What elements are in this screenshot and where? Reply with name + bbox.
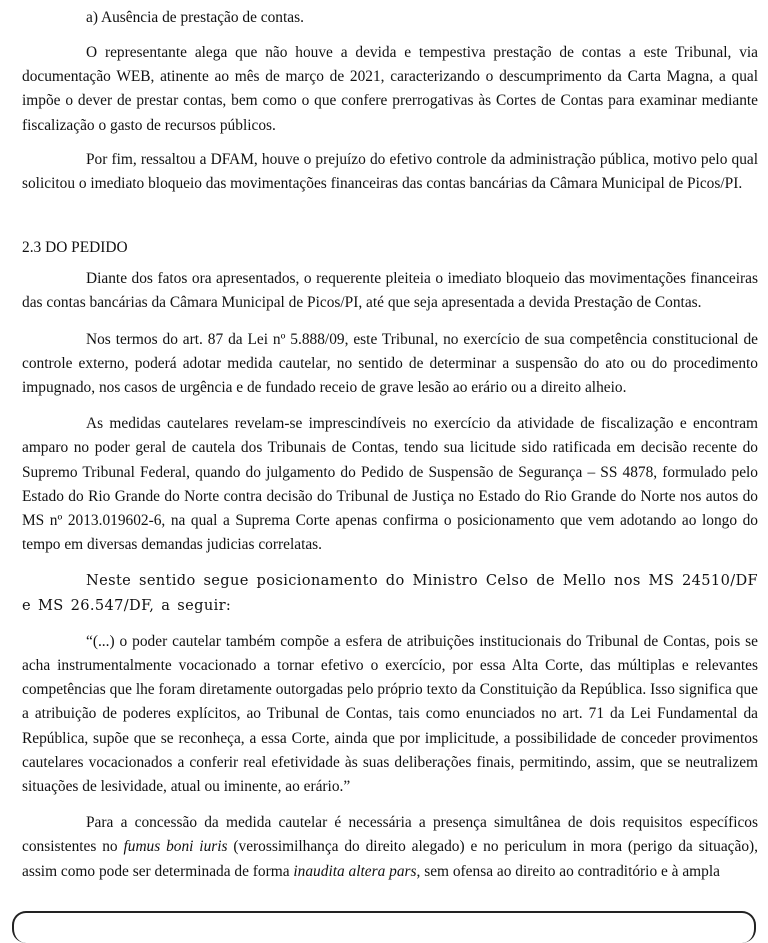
section-title-pedido: 2.3 DO PEDIDO: [22, 239, 128, 257]
paragraph-concessao: [22, 811, 758, 884]
paragraph-celso-de-mello: Neste sentido segue posicionamento do Ministro Celso de Mello nos MS 24510/DF e MS 26.547/DF, a seguir:: [22, 572, 758, 614]
footer-box-border: [12, 911, 756, 943]
inaudita-altera-pars-term: inaudita altera pars: [293, 862, 417, 880]
paragraph-representante: O representante alega que não houve a devida e tempestiva prestação de contas a este Tribunal, via documentação WEB, atinente ao mês de março de 2021, caracterizando o descumprimento da Carta Magna, a qual impõe o dever de prestar contas, bem como o que confere prerrogativas às Cortes de Contas para examinar mediante fiscalização o gasto de recursos públicos.: [22, 44, 758, 134]
paragraph-art-87: Nos termos do art. 87 da Lei nº 5.888/09, este Tribunal, no exercício de sua competência constitucional de controle externo, poderá adotar medida cautelar, no sentido de determinar a suspensão do ato ou do procedimento impugnado, nos casos de urgência e de fundado receio de grave lesão ao erário ou a direito alheio.: [22, 330, 758, 397]
concessao-text-1: Para a concessão da medida cautelar é necessária a presença simultânea de dois requisitos específicos consistentes no: [22, 814, 758, 856]
concessao-text-3: , sem ofensa ao direito ao contraditório e à ampla: [416, 862, 720, 880]
concessao-text-2: (verossimilhança do direito alegado) e no periculum in mora (perigo da situação), assim como pode ser determinada de forma: [22, 838, 758, 880]
quotation-block: “(...) o poder cautelar também compõe a esfera de atribuições institucionais do Tribunal de Contas, pois se acha instrumentalmente vocacionado a tornar efetivo o exercício, por essa Alta Corte, das múltiplas e relevantes competências que lhe foram diretamente outorgadas pelo próprio texto da Constituição da República. Isso significa que a atribuição de poderes explícitos, ao Tribunal de Contas, tais como enunciados no art. 71 da Lei Fundamental da República, supõe que se reconheça, a essa Corte, ainda que por implicitude, a possibilidade de conceder provimentos cautelares vocacionados a conferir real efetividade às suas deliberações finais, permitindo, assim, que se neutralizem situações de lesividade, atual ou iminente, ao erário.”: [22, 632, 758, 796]
paragraph-dfam: Por fim, ressaltou a DFAM, houve o prejuízo do efetivo controle da administração pública, motivo pelo qual solicitou o imediato bloqueio das movimentações financeiras das contas bancárias da Câmara Municipal de Picos/PI.: [22, 150, 758, 193]
paragraph-medidas-cautelares: As medidas cautelares revelam-se imprescindíveis no exercício da atividade de fiscalização e encontram amparo no poder geral de cautela dos Tribunais de Contas, tendo sua licitude sido ratificada em decisão recente do Supremo Tribunal Federal, quando do julgamento do Pedido de Suspensão de Segurança – SS 4878, formulado pelo Estado do Rio Grande do Norte contra decisão do Tribunal de Justiça no Estado do Rio Grande do Norte nos autos do MS nº 2013.019602-6, na qual a Suprema Corte apenas confirma o posicionamento que vem adotando ao longo do tempo em diversas demandas judicias correlatas.: [22, 415, 758, 554]
paragraph-requerente: Diante dos fatos ora apresentados, o requerente pleiteia o imediato bloqueio das movimentações financeiras das contas bancárias da Câmara Municipal de Picos/PI, até que seja apresentada a devida Prestação de Contas.: [22, 270, 758, 312]
item-a-heading: a) Ausência de prestação de contas.: [86, 9, 304, 26]
fumus-boni-iuris-term: fumus boni iuris: [123, 838, 228, 856]
